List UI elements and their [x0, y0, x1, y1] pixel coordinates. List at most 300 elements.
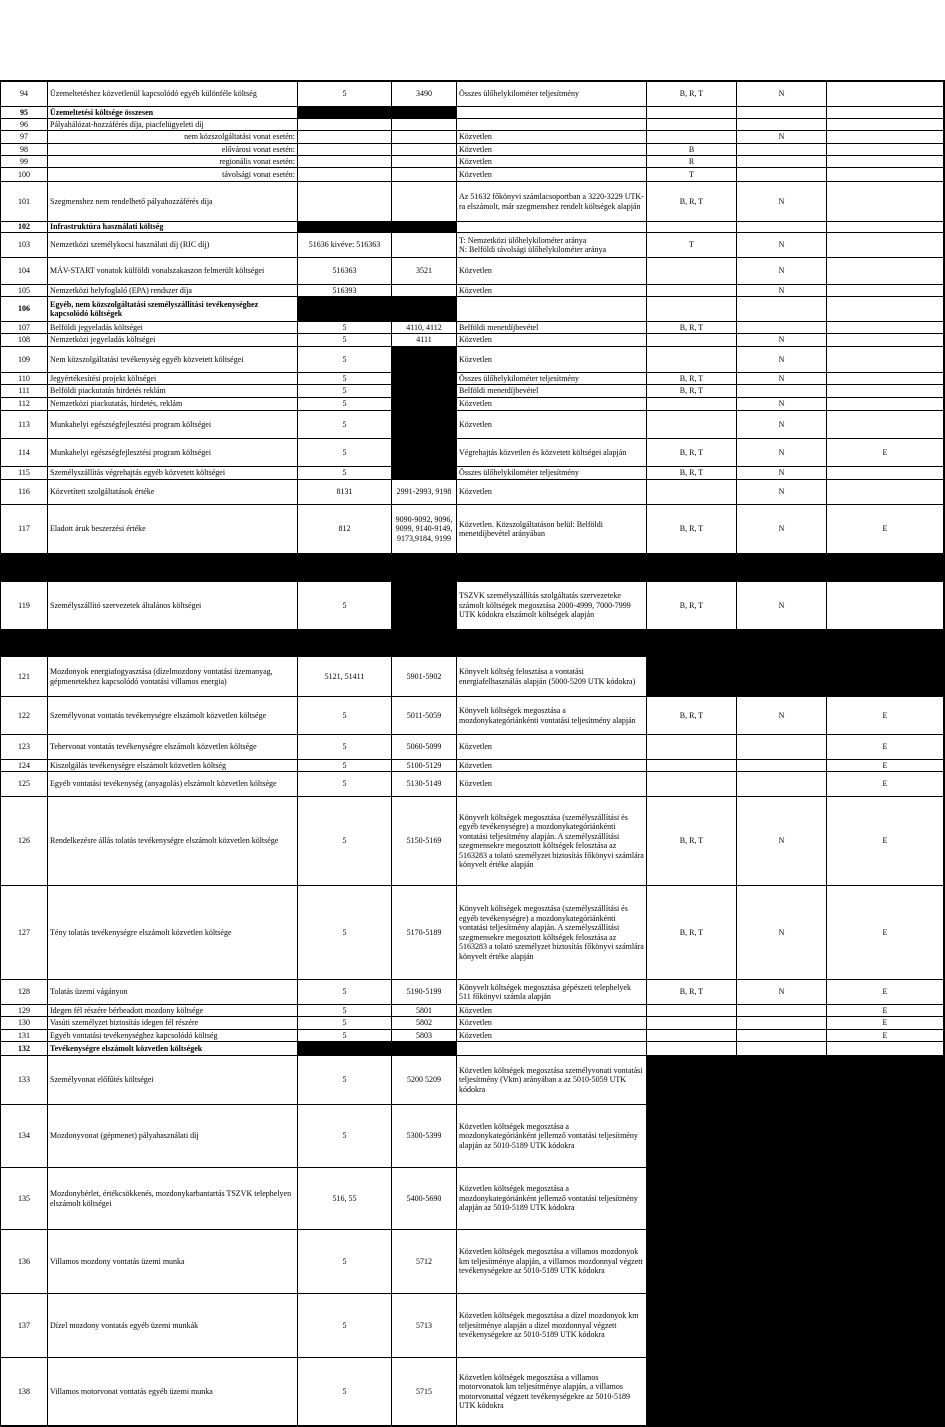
nonpublic-cell: N — [737, 347, 827, 373]
segment-cell — [647, 258, 737, 285]
allocation-method-cell: Könyvelt költség felosztása a vontatási energiafelhasználás alapján (5000-5209 UTK kódokra) — [457, 657, 647, 697]
utk-code-cell — [392, 168, 457, 182]
cost-name-cell: Tevékenységre elszámolt közvetlen költségek — [48, 1042, 298, 1056]
row-number-cell: 121 — [1, 657, 48, 697]
row-number-cell: 100 — [1, 168, 48, 182]
allocation-method-cell — [457, 107, 647, 119]
utk-code-cell — [392, 1042, 457, 1056]
allocation-method-cell: Az 51632 főkönyvi számlacsoportban a 3220-3229 UTK-ra elszámolt, már szegmenshez rendelt költségek alapján — [457, 182, 647, 222]
row-number-cell: 102 — [1, 222, 48, 233]
allocation-method-cell: TSZVK személyszállítás szolgáltatás szervezeteke számolt költségek megosztása 2000-4999, 7000-7999 UTK kódokra elszámolt költségek alapján — [457, 582, 647, 630]
utk-code-cell: 5190-5199 — [392, 980, 457, 1005]
utk-code-cell — [392, 182, 457, 222]
row-number-cell: 129 — [1, 1005, 48, 1017]
segment-cell — [647, 1005, 737, 1017]
nonpublic-cell: N — [737, 797, 827, 886]
row-number-cell: 116 — [1, 480, 48, 505]
segment-cell: B, R, T — [647, 82, 737, 107]
allocation-method-cell: Belföldi menetdíjbevétel — [457, 322, 647, 334]
row-number-cell: 127 — [1, 886, 48, 980]
cost-name-cell: Munkahelyi egészségfejlesztési program költségei — [48, 439, 298, 467]
utk-code-cell: 2991-2993, 9198 — [392, 480, 457, 505]
cost-name-cell: Személyszállító szervezetek általános költségei — [48, 582, 298, 630]
row-number-cell: 107 — [1, 322, 48, 334]
extra-cell: E — [827, 886, 944, 980]
nonpublic-cell — [737, 657, 827, 697]
nonpublic-cell — [737, 156, 827, 168]
segment-cell — [647, 1056, 737, 1105]
row-number-cell: 117 — [1, 505, 48, 554]
utk-code-cell: 3490 — [392, 82, 457, 107]
segment-cell — [647, 398, 737, 411]
extra-cell: E — [827, 439, 944, 467]
allocation-method-cell: Közvetlen költségek megosztása a villamos mozdonyok km teljesítménye alapján, a villamos mozdonnyal végzett tevékenységekre az 5010-5189 UTK kódokra — [457, 1230, 647, 1294]
segment-cell — [647, 735, 737, 760]
cost-name-cell: Személyszállítás végrehajtás egyéb közvetett költségei — [48, 467, 298, 480]
nonpublic-cell: N — [737, 505, 827, 554]
extra-cell — [827, 385, 944, 398]
row-number-cell: 94 — [1, 82, 48, 107]
cost-name-cell: Egyéb vontatási tevékenységhez kapcsolódó költség — [48, 1030, 298, 1042]
extra-cell — [827, 347, 944, 373]
nonpublic-cell — [737, 1042, 827, 1056]
nonpublic-cell — [737, 1017, 827, 1030]
segment-cell — [647, 1030, 737, 1042]
cost-name-cell: Mozdonyok energiafogyasztása (dízelmozdony vontatási üzemanyag, gépmenetekhez kapcsolódó vontatási villamos energia) — [48, 657, 298, 697]
utk-code-cell: 9090-9092, 9096, 9099, 9140-9149, 9173,9184, 9199 — [392, 505, 457, 554]
allocation-method-cell: Közvetlen költségek megosztása a mozdonykategóriánként jellemző vontatási teljesítmény alapján az 5010-5189 UTK kódokra — [457, 1105, 647, 1168]
utk-code-cell: 5713 — [392, 1294, 457, 1358]
ledger-account-cell: 5 — [298, 398, 392, 411]
segment-cell — [647, 119, 737, 131]
segment-cell: B, R, T — [647, 385, 737, 398]
utk-code-cell: 5801 — [392, 1005, 457, 1017]
row-number-cell: 106 — [1, 297, 48, 322]
utk-code-cell: 5170-5189 — [392, 886, 457, 980]
nonpublic-cell — [737, 107, 827, 119]
utk-code-cell — [392, 233, 457, 258]
ledger-account-cell — [298, 168, 392, 182]
segment-cell — [647, 1358, 737, 1426]
ledger-account-cell: 812 — [298, 505, 392, 554]
ledger-account-cell — [298, 107, 392, 119]
allocation-method-cell: Közvetlen — [457, 258, 647, 285]
segment-cell: B, R, T — [647, 886, 737, 980]
row-number-cell: 110 — [1, 373, 48, 385]
cost-name-cell: Üzemeltetési költsége összesen — [48, 107, 298, 119]
extra-cell — [827, 144, 944, 156]
segment-cell: B, R, T — [647, 373, 737, 385]
extra-cell — [827, 322, 944, 334]
utk-code-cell — [392, 385, 457, 398]
extra-cell — [827, 131, 944, 144]
ledger-account-cell — [298, 1042, 392, 1056]
utk-code-cell: 5802 — [392, 1017, 457, 1030]
allocation-method-cell: Összes ülőhelykilométer teljesítmény — [457, 467, 647, 480]
row-number-cell: 103 — [1, 233, 48, 258]
allocation-method-cell: Közvetlen — [457, 1005, 647, 1017]
cost-name-cell: Nem közszolgáltatási tevékenység egyéb közvetett költségei — [48, 347, 298, 373]
nonpublic-cell: N — [737, 285, 827, 297]
allocation-method-cell — [457, 119, 647, 131]
row-number-cell: 111 — [1, 385, 48, 398]
extra-cell — [827, 168, 944, 182]
allocation-method-cell: Összes ülőhelykilométer teljesítmény — [457, 373, 647, 385]
ledger-account-cell: 5 — [298, 697, 392, 735]
utk-code-cell: 5011-5059 — [392, 697, 457, 735]
extra-cell — [827, 1168, 944, 1230]
segment-cell — [647, 222, 737, 233]
extra-cell — [827, 222, 944, 233]
cost-name-cell: Nemzetközi piackutatás, hirdetés, reklám — [48, 398, 298, 411]
segment-cell — [647, 334, 737, 347]
row-number-cell: 98 — [1, 144, 48, 156]
allocation-method-cell: Könyvelt költségek megosztása (személyszállítási és egyéb tevékenységre) a mozdonykategóriánkénti vontatási teljesítmény alapján. A személyszállítási szegmensekre megosztott költségek felosztása az 5163283 a tolató személyzet biztosítás főkönyvi számlára könyvelt értéke alapján — [457, 886, 647, 980]
cost-name-cell: Üzemeltetéshez közvetlenül kapcsolódó egyéb különféle költség — [48, 82, 298, 107]
cost-name-cell: Villamos mozdony vontatás üzemi munka — [48, 1230, 298, 1294]
allocation-method-cell: Közvetlen költségek megosztása a dízel mozdonyok km teljesítménye alapján a dízel mozdonnyal végzett tevékenységekre az 5010-5189 UTK kódokra — [457, 1294, 647, 1358]
row-number-cell: 115 — [1, 467, 48, 480]
segment-cell: B, R, T — [647, 582, 737, 630]
segment-cell — [647, 347, 737, 373]
allocation-method-cell: Közvetlen — [457, 334, 647, 347]
nonpublic-cell — [737, 1358, 827, 1426]
allocation-method-cell: Közvetlen — [457, 772, 647, 797]
utk-code-cell: 5712 — [392, 1230, 457, 1294]
cost-name-cell: regionális vonat esetén: — [48, 156, 298, 168]
allocation-method-cell: Közvetlen költségek megosztása a villamos motorvonatok km teljesítménye alapján, a villamos motorvonattal végzett tevékenységekre az 5010-5189 UTK kódokra — [457, 1358, 647, 1426]
nonpublic-cell — [737, 385, 827, 398]
utk-code-cell: 3521 — [392, 258, 457, 285]
row-number-cell: 137 — [1, 1294, 48, 1358]
segment-cell: B, R, T — [647, 505, 737, 554]
extra-cell — [827, 233, 944, 258]
extra-cell — [827, 657, 944, 697]
extra-cell — [827, 1042, 944, 1056]
segment-cell: B, R, T — [647, 182, 737, 222]
cost-name-cell: Tolatás üzemi vágányon — [48, 980, 298, 1005]
allocation-method-cell: Közvetlen — [457, 168, 647, 182]
extra-cell — [827, 480, 944, 505]
ledger-account-cell — [298, 222, 392, 233]
allocation-method-cell: Könyvelt költségek megosztása a mozdonykategóriánkénti vontatási teljesítmény alapján — [457, 697, 647, 735]
extra-cell — [827, 398, 944, 411]
nonpublic-cell: N — [737, 82, 827, 107]
segment-cell: B, R, T — [647, 797, 737, 886]
extra-cell: E — [827, 772, 944, 797]
segment-cell — [647, 1168, 737, 1230]
row-number-cell: 112 — [1, 398, 48, 411]
segment-cell — [647, 760, 737, 772]
row-number-cell: 122 — [1, 697, 48, 735]
cost-name-cell: Egyéb, nem közszolgáltatási személyszállítási tevékenységhez kapcsolódó költségek — [48, 297, 298, 322]
utk-code-cell: 5150-5169 — [392, 797, 457, 886]
segment-cell — [647, 107, 737, 119]
extra-cell — [827, 1056, 944, 1105]
nonpublic-cell — [737, 1168, 827, 1230]
extra-cell — [827, 297, 944, 322]
nonpublic-cell — [737, 1056, 827, 1105]
utk-code-cell: 4111 — [392, 334, 457, 347]
extra-cell: E — [827, 980, 944, 1005]
utk-code-cell — [392, 373, 457, 385]
row-number-cell: 138 — [1, 1358, 48, 1426]
row-number-cell: 126 — [1, 797, 48, 886]
nonpublic-cell: N — [737, 131, 827, 144]
cost-name-cell: Mozdonyvonat (gépmenet) pályahasználati díj — [48, 1105, 298, 1168]
ledger-account-cell: 5 — [298, 797, 392, 886]
allocation-method-cell: Közvetlen — [457, 480, 647, 505]
ledger-account-cell — [298, 182, 392, 222]
nonpublic-cell — [737, 322, 827, 334]
segment-cell: T — [647, 168, 737, 182]
cost-name-cell: Infrastruktúra használati költség — [48, 222, 298, 233]
extra-cell — [827, 285, 944, 297]
ledger-account-cell: 5 — [298, 1056, 392, 1105]
cost-name-cell: Eladott áruk beszerzési értéke — [48, 505, 298, 554]
ledger-account-cell: 5 — [298, 772, 392, 797]
ledger-account-cell: 5 — [298, 82, 392, 107]
utk-code-cell: 5901-5902 — [392, 657, 457, 697]
cost-name-cell: Mozdonybérlet, értékcsökkenés, mozdonykarbantartás TSZVK telephelyen elszámolt költségei — [48, 1168, 298, 1230]
nonpublic-cell — [737, 735, 827, 760]
row-number-cell: 96 — [1, 119, 48, 131]
segment-cell — [647, 297, 737, 322]
utk-code-cell: 5100-5129 — [392, 760, 457, 772]
utk-code-cell — [392, 467, 457, 480]
row-number-cell: 99 — [1, 156, 48, 168]
cost-name-cell: Vasúti személyzet biztosítás idegen fél részére — [48, 1017, 298, 1030]
row-number-cell: 132 — [1, 1042, 48, 1056]
cost-name-cell: Rendelkezésre állás tolatás tevékenységre elszámolt közvetlen költsége — [48, 797, 298, 886]
cost-name-cell: távolsági vonat esetén: — [48, 168, 298, 182]
utk-code-cell — [392, 285, 457, 297]
ledger-account-cell: 516363 — [298, 258, 392, 285]
utk-code-cell: 5200 5209 — [392, 1056, 457, 1105]
utk-code-cell — [392, 144, 457, 156]
segment-cell — [647, 411, 737, 439]
allocation-method-cell: Közvetlen költségek megosztása személyvonati vontatási teljesítmény (Vkm) arányában a az 5010-5059 UTK kódokra — [457, 1056, 647, 1105]
cost-name-cell: Nemzetközi jegyeladás költségei — [48, 334, 298, 347]
nonpublic-cell — [737, 760, 827, 772]
utk-code-cell: 5400-5690 — [392, 1168, 457, 1230]
allocation-method-cell: Közvetlen — [457, 398, 647, 411]
extra-cell — [827, 107, 944, 119]
extra-cell — [827, 258, 944, 285]
allocation-method-cell: Közvetlen. Közszolgáltatáson belül: Belföldi menetdíjbevétel arányában — [457, 505, 647, 554]
utk-code-cell — [392, 297, 457, 322]
nonpublic-cell — [737, 1105, 827, 1168]
nonpublic-cell: N — [737, 980, 827, 1005]
cost-name-cell: nem közszolgáltatási vonat esetén: — [48, 131, 298, 144]
allocation-method-cell: Közvetlen — [457, 347, 647, 373]
ledger-account-cell: 5 — [298, 347, 392, 373]
cost-name-cell: Pályahálózat-hozzáférés díja, piacfelügyeleti díj — [48, 119, 298, 131]
extra-cell: E — [827, 797, 944, 886]
nonpublic-cell: N — [737, 233, 827, 258]
row-number-cell: 114 — [1, 439, 48, 467]
utk-code-cell: 5060-5099 — [392, 735, 457, 760]
nonpublic-cell: N — [737, 439, 827, 467]
row-number-cell: 123 — [1, 735, 48, 760]
nonpublic-cell: N — [737, 373, 827, 385]
row-number-cell: 134 — [1, 1105, 48, 1168]
nonpublic-cell — [737, 119, 827, 131]
nonpublic-cell: N — [737, 334, 827, 347]
nonpublic-cell — [737, 144, 827, 156]
utk-code-cell: 5803 — [392, 1030, 457, 1042]
segment-cell — [647, 772, 737, 797]
nonpublic-cell — [737, 1294, 827, 1358]
extra-cell — [827, 1230, 944, 1294]
nonpublic-cell: N — [737, 582, 827, 630]
ledger-account-cell — [298, 297, 392, 322]
ledger-account-cell: 5 — [298, 467, 392, 480]
ledger-account-cell: 51636 kivéve: 516363 — [298, 233, 392, 258]
row-number-cell: 104 — [1, 258, 48, 285]
ledger-account-cell: 5 — [298, 760, 392, 772]
cost-name-cell: Nemzetközi helyfoglaló (EPA) rendszer díja — [48, 285, 298, 297]
segment-cell: T — [647, 233, 737, 258]
cost-name-cell: Közvetített szolgáltatások értéke — [48, 480, 298, 505]
ledger-account-cell: 5 — [298, 1358, 392, 1426]
row-number-cell: 108 — [1, 334, 48, 347]
ledger-account-cell: 516393 — [298, 285, 392, 297]
ledger-account-cell: 5 — [298, 1294, 392, 1358]
allocation-method-cell: Közvetlen — [457, 411, 647, 439]
ledger-account-cell: 5 — [298, 322, 392, 334]
allocation-method-cell: Könyvelt költségek megosztása (személyszállítási és egyéb tevékenységre) a mozdonykategóriánkénti vontatási teljesítmény alapján. A személyszállítási szegmensekre megosztott költségek felosztása az 5163283 a tolató személyzet biztosítás főkönyvi számlára könyvelt értéke alapján — [457, 797, 647, 886]
ledger-account-cell: 5 — [298, 1017, 392, 1030]
cost-name-cell: Idegen fél részére bérbeadott mozdony költsége — [48, 1005, 298, 1017]
nonpublic-cell: N — [737, 467, 827, 480]
row-number-cell: 128 — [1, 980, 48, 1005]
extra-cell: E — [827, 1030, 944, 1042]
segment-cell — [647, 1042, 737, 1056]
segment-cell: B, R, T — [647, 322, 737, 334]
allocation-method-cell: Közvetlen — [457, 131, 647, 144]
utk-code-cell — [392, 131, 457, 144]
extra-cell — [827, 82, 944, 107]
allocation-method-cell: T: Nemzetközi ülőhelykilométer aránya N: Belföldi távolsági ülőhelykilométer aránya — [457, 233, 647, 258]
nonpublic-cell: N — [737, 258, 827, 285]
utk-code-cell — [392, 107, 457, 119]
utk-code-cell: 4110, 4112 — [392, 322, 457, 334]
extra-cell — [827, 119, 944, 131]
row-number-cell: 101 — [1, 182, 48, 222]
allocation-method-cell — [457, 297, 647, 322]
cost-name-cell: Belföldi piackutatás hirdetés reklám — [48, 385, 298, 398]
ledger-account-cell: 5 — [298, 411, 392, 439]
row-number-cell: 133 — [1, 1056, 48, 1105]
cost-name-cell: Dízel mozdony vontatás egyéb üzemi munkák — [48, 1294, 298, 1358]
utk-code-cell — [392, 582, 457, 630]
nonpublic-cell — [737, 297, 827, 322]
utk-code-cell — [392, 439, 457, 467]
ledger-account-cell — [298, 144, 392, 156]
nonpublic-cell: N — [737, 411, 827, 439]
extra-cell: E — [827, 760, 944, 772]
row-number-cell: 131 — [1, 1030, 48, 1042]
cost-name-cell: Szegmenshez nem rendelhető pályahozzáférés díja — [48, 182, 298, 222]
ledger-account-cell: 5 — [298, 385, 392, 398]
utk-code-cell: 5715 — [392, 1358, 457, 1426]
extra-cell — [827, 411, 944, 439]
cost-name-cell: Egyéb vontatási tevékenység (anyagolás) elszámolt közvetlen költsége — [48, 772, 298, 797]
extra-cell: E — [827, 697, 944, 735]
extra-cell: E — [827, 1017, 944, 1030]
segment-cell — [647, 1105, 737, 1168]
ledger-account-cell: 5 — [298, 373, 392, 385]
row-number-cell: 97 — [1, 131, 48, 144]
ledger-account-cell — [298, 119, 392, 131]
row-number-cell: 130 — [1, 1017, 48, 1030]
extra-cell — [827, 467, 944, 480]
cost-name-cell: Belföldi jegyeladás költségei — [48, 322, 298, 334]
cost-name-cell: elővárosi vonat esetén: — [48, 144, 298, 156]
row-number-cell: 135 — [1, 1168, 48, 1230]
utk-code-cell — [392, 411, 457, 439]
ledger-account-cell: 5 — [298, 1005, 392, 1017]
cost-name-cell: Jegyértékesítési projekt költségei — [48, 373, 298, 385]
extra-cell: E — [827, 1005, 944, 1017]
ledger-account-cell: 5 — [298, 735, 392, 760]
ledger-account-cell: 5 — [298, 1230, 392, 1294]
allocation-method-cell — [457, 222, 647, 233]
allocation-method-cell: Közvetlen költségek megosztása a mozdonykategóriánként jellemző vontatási teljesítmény alapján az 5010-5189 UTK kódokra — [457, 1168, 647, 1230]
utk-code-cell — [392, 156, 457, 168]
row-number-cell: 109 — [1, 347, 48, 373]
cost-name-cell: Tehervonat vontatás tevékenységre elszámolt közvetlen költsége — [48, 735, 298, 760]
cost-name-cell: Tény tolatás tevékenységre elszámolt közvetlen költsége — [48, 886, 298, 980]
row-number-cell: 113 — [1, 411, 48, 439]
ledger-account-cell: 5 — [298, 439, 392, 467]
allocation-method-cell: Belföldi menetdíjbevétel — [457, 385, 647, 398]
cost-name-cell: Munkahelyi egészségfejlesztési program költségei — [48, 411, 298, 439]
cost-name-cell: Kiszolgálás tevékenységre elszámolt közvetlen költség — [48, 760, 298, 772]
segment-cell: B, R, T — [647, 980, 737, 1005]
utk-code-cell — [392, 222, 457, 233]
segment-cell: R — [647, 156, 737, 168]
cost-name-cell: MÁV-START vonatok külföldi vonalszakaszon felmerült költségei — [48, 258, 298, 285]
segment-cell — [647, 1294, 737, 1358]
ledger-account-cell: 516, 55 — [298, 1168, 392, 1230]
nonpublic-cell: N — [737, 697, 827, 735]
allocation-method-cell: Összes ülőhelykilométer teljesítmény — [457, 82, 647, 107]
nonpublic-cell: N — [737, 182, 827, 222]
ledger-account-cell — [298, 131, 392, 144]
allocation-method-cell: Könyvelt költségek megosztása gépészeti telephelyek 511 főkönyvi számla alapján — [457, 980, 647, 1005]
cost-name-cell: Személyvonat vontatás tevékenységre elszámolt közvetlen költsége — [48, 697, 298, 735]
utk-code-cell — [392, 347, 457, 373]
ledger-account-cell: 5 — [298, 980, 392, 1005]
cost-name-cell: Személyvonat előfűtés költségei — [48, 1056, 298, 1105]
cost-name-cell: Villamos motorvonat vontatás egyéb üzemi munka — [48, 1358, 298, 1426]
segment-cell: B, R, T — [647, 467, 737, 480]
segment-cell — [647, 285, 737, 297]
extra-cell — [827, 156, 944, 168]
cost-name-cell: Nemzetközi személykocsi használati díj (RIC díj) — [48, 233, 298, 258]
ledger-account-cell: 5 — [298, 1105, 392, 1168]
row-number-cell: 119 — [1, 582, 48, 630]
segment-cell — [647, 1017, 737, 1030]
allocation-method-cell: Közvetlen — [457, 156, 647, 168]
extra-cell — [827, 334, 944, 347]
segment-cell: B, R, T — [647, 439, 737, 467]
extra-cell — [827, 182, 944, 222]
allocation-method-cell: Közvetlen — [457, 735, 647, 760]
utk-code-cell: 5130-5149 — [392, 772, 457, 797]
